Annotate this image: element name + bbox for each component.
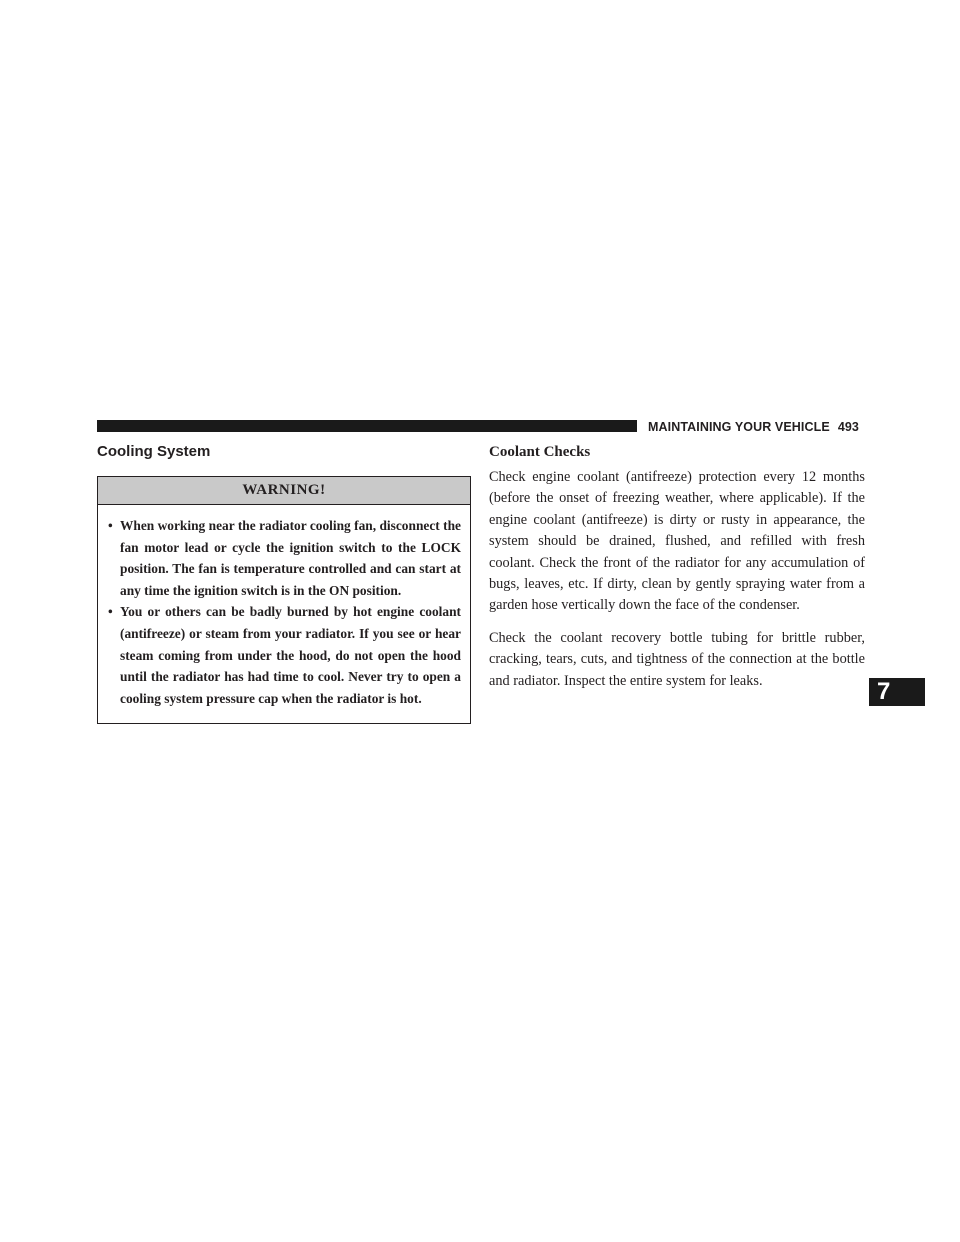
warning-item xyxy=(108,601,461,709)
running-header xyxy=(648,419,859,435)
warning-item-text: When working near the radiator cooling fan, disconnect the fan motor lead or cycle the ignition switch to the LOCK position. The fan is temperature controlled and can start at any time the ignition switch is in the ON position. xyxy=(120,518,461,598)
body-paragraph: Check engine coolant (antifreeze) protection every 12 months (before the onset of freezing weather, where applicable). If the engine coolant (antifreeze) is dirty or rusty in appearance, the system should be drained, flushed, and refilled with fresh coolant. Check the front of the radiator for any accumulation of bugs, leaves, etc. If dirty, clean by gently spraying water from a garden hose vertically down the face of the condenser. xyxy=(489,469,865,614)
warning-item xyxy=(108,515,461,601)
header-rule xyxy=(97,420,637,432)
page-number: 493 xyxy=(837,420,859,434)
warning-item-text: You or others can be badly burned by hot engine coolant (antifreeze) or steam from your radiator. If you see or hear steam coming from under the hood, do not open the hood until the radiator has had time to cool. Never try to open a cooling system pressure cap when the radiator is hot. xyxy=(120,604,461,706)
warning-list xyxy=(98,505,470,709)
body-paragraph: Check the coolant recovery bottle tubing for brittle rubber, cracking, tears, cuts, and tightness of the connection at the bottle and radiator. Inspect the entire system for leaks. xyxy=(489,629,865,689)
body-text-column xyxy=(489,467,865,703)
section-title: Cooling System xyxy=(97,443,211,460)
bullet-icon: • xyxy=(108,518,113,533)
warning-box xyxy=(97,476,471,724)
chapter-tab: 7 xyxy=(869,678,925,706)
header-section-title: MAINTAINING YOUR VEHICLE xyxy=(648,420,830,434)
warning-heading: WARNING! xyxy=(98,477,470,505)
subsection-title: Coolant Checks xyxy=(489,444,591,460)
bullet-icon: • xyxy=(108,604,113,620)
